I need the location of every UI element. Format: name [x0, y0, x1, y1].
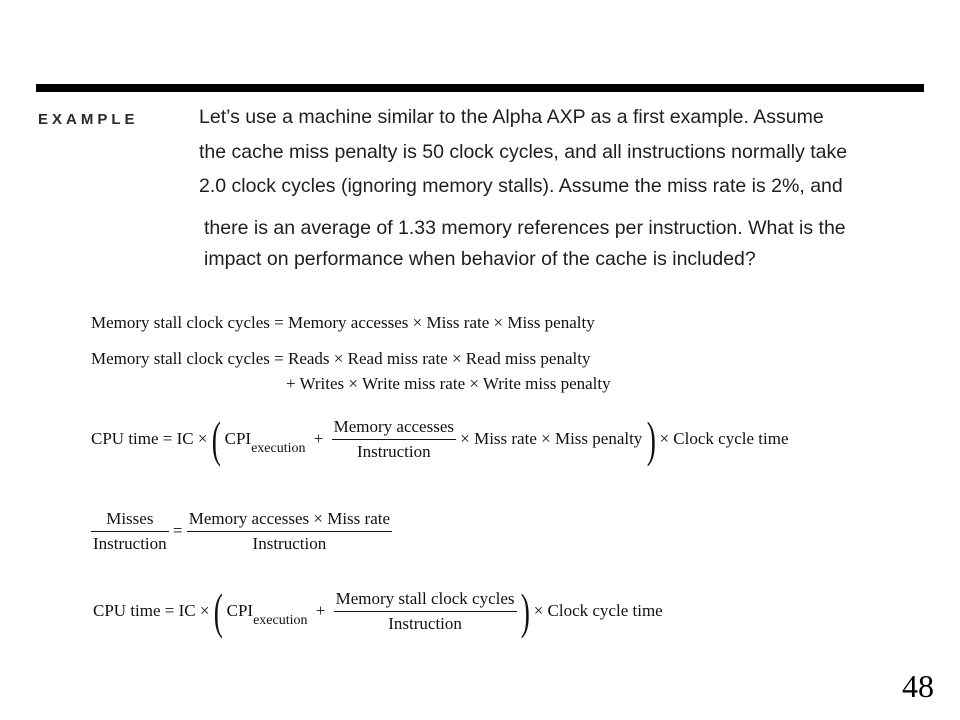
- eq5-denominator: Instruction: [334, 611, 517, 634]
- eq4-lhs-denominator: Instruction: [91, 531, 169, 554]
- eq4-rhs-numerator: Memory accesses × Miss rate: [188, 509, 391, 528]
- paragraph-line-4: there is an average of 1.33 memory references per instruction. What is the: [204, 217, 846, 239]
- equation-memory-stall-writes: + Writes × Write miss rate × Write miss penalty: [286, 374, 611, 393]
- right-paren-icon: ): [646, 411, 656, 467]
- eq3-numerator: Memory accesses: [333, 416, 454, 436]
- eq5-cpi-sub: execution: [253, 613, 308, 628]
- eq5-tail: × Clock cycle time: [533, 601, 663, 620]
- eq5-cpi: [226, 601, 308, 628]
- paragraph-line-5: impact on performance when behavior of the cache is included?: [204, 248, 756, 270]
- equation-cpu-time-expanded: [91, 411, 789, 467]
- eq5-fraction: [334, 589, 517, 633]
- eq4-lhs-fraction: [91, 509, 169, 553]
- paragraph-line-2: the cache miss penalty is 50 clock cycles, and all instructions normally take: [199, 141, 848, 163]
- eq3-tail: × Clock cycle time: [659, 429, 789, 448]
- left-paren-icon: (: [213, 583, 223, 639]
- eq4-lhs-numerator: Misses: [106, 509, 154, 528]
- eq3-cpi: [224, 429, 306, 456]
- paragraph-line-3: 2.0 clock cycles (ignoring memory stalls). Assume the miss rate is 2%, and: [199, 175, 843, 197]
- equation-memory-stall-reads: Memory stall clock cycles = Reads × Read miss rate × Read miss penalty: [91, 349, 591, 368]
- equation-memory-stall: Memory stall clock cycles = Memory accesses × Miss rate × Miss penalty: [91, 313, 595, 332]
- eq4-rhs-denominator: Instruction: [187, 531, 392, 554]
- eq3-mid: × Miss rate × Miss penalty: [460, 429, 643, 448]
- top-rule: [36, 84, 924, 92]
- eq4-equals: =: [172, 521, 183, 541]
- example-label: EXAMPLE: [38, 111, 139, 128]
- eq5-numerator: Memory stall clock cycles: [335, 588, 515, 608]
- eq5-plus: +: [315, 601, 326, 620]
- eq3-cpi-label: CPI: [224, 429, 252, 448]
- right-paren-icon: ): [520, 583, 530, 639]
- eq3-fraction: [332, 417, 456, 461]
- equation-cpu-time-stall: [93, 583, 663, 639]
- eq3-plus: +: [313, 429, 324, 448]
- eq3-lhs: CPU time = IC ×: [91, 429, 208, 448]
- eq3-cpi-sub: execution: [251, 441, 306, 456]
- paragraph-line-1: Let’s use a machine similar to the Alpha AXP as a first example. Assume: [199, 106, 824, 128]
- eq4-rhs-fraction: [187, 509, 392, 553]
- left-paren-icon: (: [211, 411, 221, 467]
- eq5-lhs: CPU time = IC ×: [93, 601, 210, 620]
- eq3-denominator: Instruction: [332, 439, 456, 462]
- equation-misses-per-instruction: [91, 509, 392, 553]
- eq5-cpi-label: CPI: [226, 601, 254, 620]
- page-number: 48: [902, 668, 934, 704]
